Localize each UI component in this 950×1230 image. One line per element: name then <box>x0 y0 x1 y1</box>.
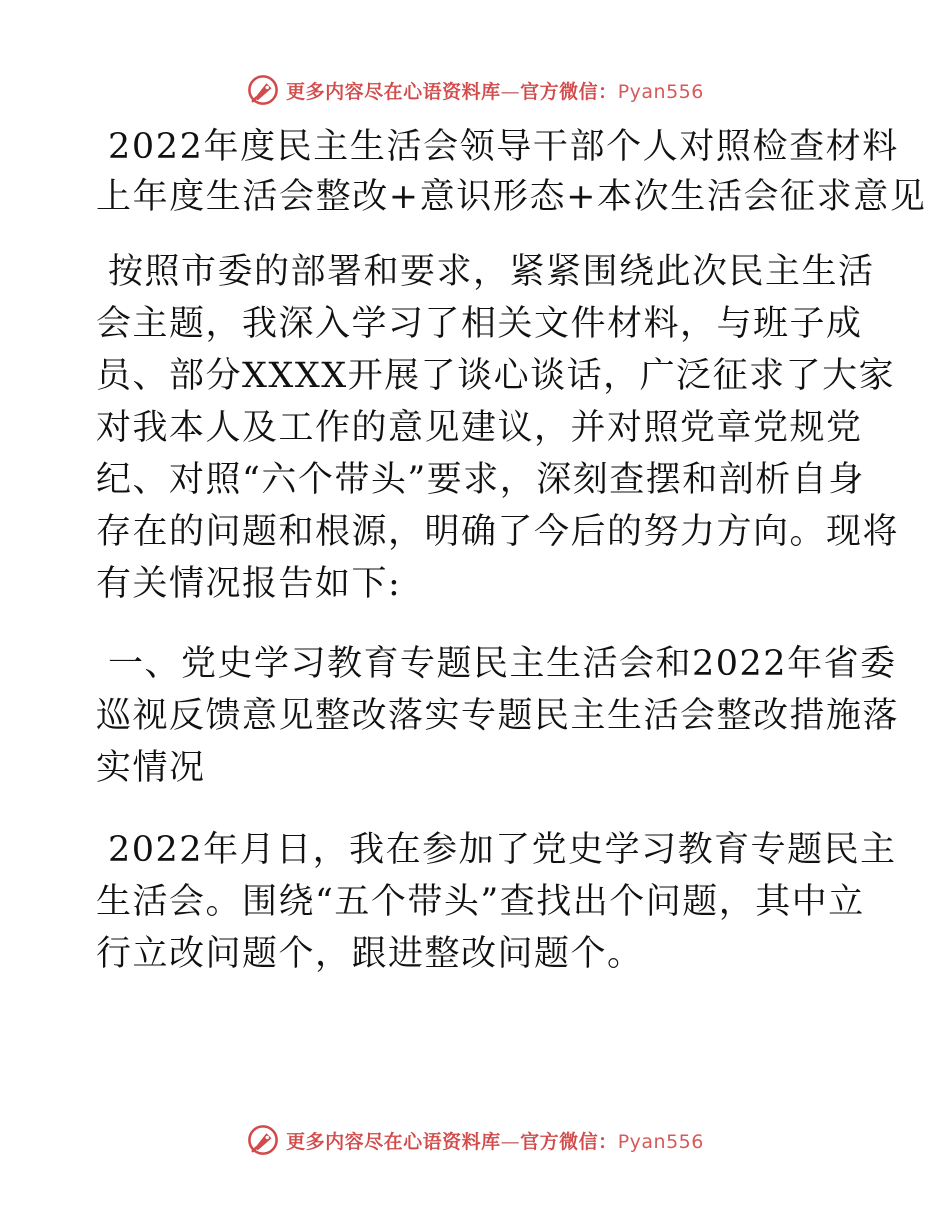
watermark-main: 更多内容尽在心语资料库 <box>286 1130 501 1153</box>
watermark-handle: Pyan556 <box>617 1130 704 1153</box>
paragraph-line: 纪、对照“六个带头”要求，深刻查摆和剖析自身 <box>96 460 865 500</box>
paragraph-line: 行立改问题个，跟进整改问题个。 <box>96 934 644 974</box>
watermark-separator: — <box>500 80 521 103</box>
watermark-separator: — <box>500 1130 521 1153</box>
footer-watermark <box>0 1120 950 1160</box>
paragraph-line: 一、党史学习教育专题民主生活会和2022年省委 <box>108 644 897 684</box>
watermark-label: 官方微信： <box>520 1130 618 1153</box>
document-body <box>96 122 927 980</box>
paragraph-line: 有关情况报告如下: <box>96 564 402 604</box>
paragraph-intro <box>96 246 900 610</box>
paragraph-line: 生活会。围绕“五个带头”查找出个问题，其中立 <box>96 882 865 922</box>
paragraph-line: 会主题，我深入学习了相关文件材料，与班子成 <box>96 304 863 344</box>
header-watermark <box>0 70 950 110</box>
paragraph-line: 员、部分XXXX开展了谈心谈话，广泛征求了大家 <box>96 356 896 396</box>
paragraph-line: 存在的问题和根源，明确了今后的努力方向。现将 <box>96 512 900 552</box>
paragraph-line: 实情况 <box>96 748 206 788</box>
paragraph-line: 对我本人及工作的意见建议，并对照党章党规党 <box>96 408 863 448</box>
paragraph-line: 巡视反馈意见整改落实专题民主生活会整改措施落 <box>96 696 900 736</box>
title-line-1: 2022年度民主生活会领导干部个人对照检查材料 <box>108 127 899 167</box>
paragraph-section-1 <box>96 824 897 980</box>
document-title <box>96 122 927 222</box>
paragraph-line: 2022年月日，我在参加了党史学习教育专题民主 <box>108 830 897 870</box>
section-heading-1 <box>96 638 900 794</box>
paragraph-line: 按照市委的部署和要求，紧紧围绕此次民主生活 <box>108 252 875 292</box>
title-line-2: 上年度生活会整改+意识形态+本次生活会征求意见 <box>96 177 927 217</box>
watermark-main: 更多内容尽在心语资料库 <box>286 80 501 103</box>
watermark-handle: Pyan556 <box>617 80 704 103</box>
watermark-label: 官方微信： <box>520 80 618 103</box>
fountain-pen-nib-icon <box>246 73 280 107</box>
fountain-pen-nib-icon <box>246 1123 280 1157</box>
watermark-text <box>286 77 704 104</box>
watermark-text <box>286 1127 704 1154</box>
